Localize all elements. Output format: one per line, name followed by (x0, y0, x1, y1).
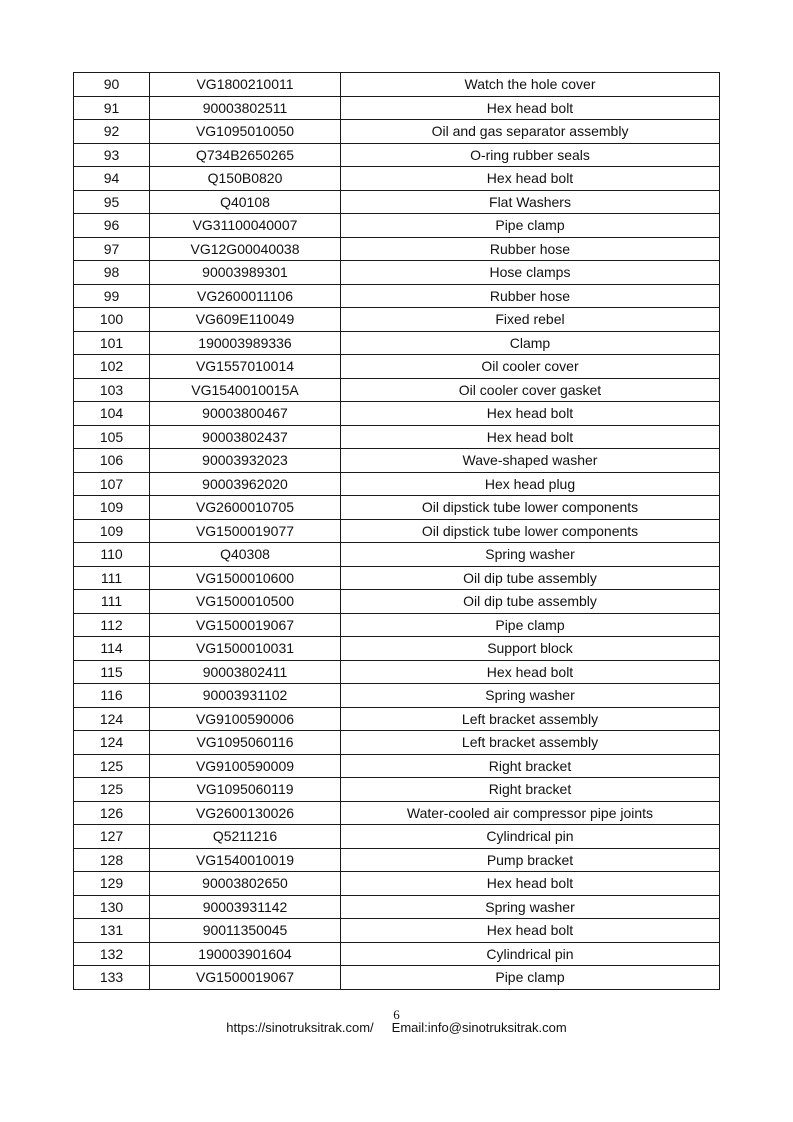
part-number-cell: 130 (74, 895, 150, 919)
part-code-cell: 90003800467 (150, 402, 341, 426)
part-name-cell: Pipe clamp (341, 613, 720, 637)
part-code-cell: VG609E110049 (150, 308, 341, 332)
part-name-cell: Hex head bolt (341, 872, 720, 896)
part-name-cell: Oil dip tube assembly (341, 566, 720, 590)
table-row (74, 543, 720, 567)
part-name-cell: Hex head bolt (341, 425, 720, 449)
part-name-cell: Hex head bolt (341, 402, 720, 426)
part-name-cell: Oil cooler cover (341, 355, 720, 379)
part-number-cell: 98 (74, 261, 150, 285)
part-code-cell: VG9100590006 (150, 707, 341, 731)
part-code-cell: VG1800210011 (150, 73, 341, 97)
part-code-cell: VG1500019077 (150, 519, 341, 543)
part-number-cell: 125 (74, 754, 150, 778)
part-number-cell: 99 (74, 284, 150, 308)
part-number-cell: 94 (74, 167, 150, 191)
part-code-cell: 90003931142 (150, 895, 341, 919)
part-code-cell: VG1095060116 (150, 731, 341, 755)
table-row (74, 261, 720, 285)
part-name-cell: Oil cooler cover gasket (341, 378, 720, 402)
part-name-cell: Right bracket (341, 778, 720, 802)
part-name-cell: Cylindrical pin (341, 942, 720, 966)
part-code-cell: VG2600011106 (150, 284, 341, 308)
part-code-cell: Q5211216 (150, 825, 341, 849)
part-name-cell: Support block (341, 637, 720, 661)
table-row (74, 754, 720, 778)
part-code-cell: VG2600130026 (150, 801, 341, 825)
part-number-cell: 97 (74, 237, 150, 261)
part-name-cell: Hex head plug (341, 472, 720, 496)
table-row (74, 167, 720, 191)
part-code-cell: 90003802437 (150, 425, 341, 449)
part-number-cell: 111 (74, 590, 150, 614)
table-row (74, 919, 720, 943)
part-code-cell: VG1500010600 (150, 566, 341, 590)
part-name-cell: Oil dipstick tube lower components (341, 519, 720, 543)
part-name-cell: Spring washer (341, 684, 720, 708)
table-row (74, 355, 720, 379)
part-number-cell: 96 (74, 214, 150, 238)
part-number-cell: 92 (74, 120, 150, 144)
part-name-cell: Fixed rebel (341, 308, 720, 332)
table-row (74, 425, 720, 449)
part-number-cell: 132 (74, 942, 150, 966)
part-name-cell: Hex head bolt (341, 660, 720, 684)
part-number-cell: 104 (74, 402, 150, 426)
part-name-cell: Oil dip tube assembly (341, 590, 720, 614)
part-code-cell: VG1500010031 (150, 637, 341, 661)
table-row (74, 519, 720, 543)
part-name-cell: Right bracket (341, 754, 720, 778)
table-row (74, 214, 720, 238)
part-name-cell: Spring washer (341, 543, 720, 567)
part-number-cell: 111 (74, 566, 150, 590)
part-name-cell: Hose clamps (341, 261, 720, 285)
part-number-cell: 127 (74, 825, 150, 849)
part-number-cell: 102 (74, 355, 150, 379)
parts-table (73, 72, 720, 990)
part-code-cell: VG1095010050 (150, 120, 341, 144)
part-number-cell: 93 (74, 143, 150, 167)
table-row (74, 684, 720, 708)
part-code-cell: VG1500019067 (150, 966, 341, 990)
parts-table-body (74, 73, 720, 990)
part-name-cell: Rubber hose (341, 237, 720, 261)
part-code-cell: 90003931102 (150, 684, 341, 708)
part-code-cell: VG1500010500 (150, 590, 341, 614)
part-number-cell: 129 (74, 872, 150, 896)
part-name-cell: Cylindrical pin (341, 825, 720, 849)
table-row (74, 449, 720, 473)
part-name-cell: Pump bracket (341, 848, 720, 872)
table-row (74, 472, 720, 496)
part-code-cell: VG31100040007 (150, 214, 341, 238)
part-name-cell: Pipe clamp (341, 966, 720, 990)
part-name-cell: Hex head bolt (341, 919, 720, 943)
part-code-cell: Q150B0820 (150, 167, 341, 191)
part-name-cell: Water-cooled air compressor pipe joints (341, 801, 720, 825)
part-name-cell: Flat Washers (341, 190, 720, 214)
table-row (74, 378, 720, 402)
table-row (74, 402, 720, 426)
part-code-cell: VG2600010705 (150, 496, 341, 520)
table-row (74, 237, 720, 261)
footer-contact (0, 1020, 793, 1035)
part-code-cell: VG1557010014 (150, 355, 341, 379)
part-number-cell: 109 (74, 496, 150, 520)
part-name-cell: Rubber hose (341, 284, 720, 308)
part-code-cell: 190003901604 (150, 942, 341, 966)
table-row (74, 73, 720, 97)
page-number: 6 (393, 1007, 400, 1022)
part-name-cell: Oil and gas separator assembly (341, 120, 720, 144)
table-row (74, 331, 720, 355)
table-row (74, 801, 720, 825)
part-name-cell: Watch the hole cover (341, 73, 720, 97)
part-number-cell: 101 (74, 331, 150, 355)
part-code-cell: VG1540010019 (150, 848, 341, 872)
part-name-cell: Spring washer (341, 895, 720, 919)
part-code-cell: 90003962020 (150, 472, 341, 496)
part-number-cell: 124 (74, 707, 150, 731)
table-row (74, 660, 720, 684)
part-code-cell: VG1500019067 (150, 613, 341, 637)
part-name-cell: Left bracket assembly (341, 707, 720, 731)
table-row (74, 848, 720, 872)
part-number-cell: 95 (74, 190, 150, 214)
table-row (74, 942, 720, 966)
part-number-cell: 107 (74, 472, 150, 496)
table-row (74, 566, 720, 590)
part-code-cell: 90003802511 (150, 96, 341, 120)
part-name-cell: O-ring rubber seals (341, 143, 720, 167)
part-name-cell: Hex head bolt (341, 167, 720, 191)
part-number-cell: 128 (74, 848, 150, 872)
website-link[interactable]: https://sinotruksitrak.com/ (226, 1020, 374, 1035)
part-code-cell: Q40108 (150, 190, 341, 214)
table-row (74, 284, 720, 308)
part-number-cell: 106 (74, 449, 150, 473)
part-number-cell: 112 (74, 613, 150, 637)
part-code-cell: 90011350045 (150, 919, 341, 943)
part-code-cell: VG1095060119 (150, 778, 341, 802)
part-name-cell: Left bracket assembly (341, 731, 720, 755)
table-row (74, 496, 720, 520)
table-row (74, 190, 720, 214)
part-code-cell: 90003802411 (150, 660, 341, 684)
part-code-cell: 90003989301 (150, 261, 341, 285)
part-code-cell: 90003932023 (150, 449, 341, 473)
part-number-cell: 100 (74, 308, 150, 332)
part-number-cell: 126 (74, 801, 150, 825)
part-number-cell: 105 (74, 425, 150, 449)
table-row (74, 308, 720, 332)
part-code-cell: VG1540010015A (150, 378, 341, 402)
part-code-cell: Q40308 (150, 543, 341, 567)
table-row (74, 590, 720, 614)
email-link[interactable]: Email:info@sinotruksitrak.com (391, 1020, 567, 1035)
part-code-cell: VG12G00040038 (150, 237, 341, 261)
table-row (74, 707, 720, 731)
part-number-cell: 116 (74, 684, 150, 708)
table-row (74, 613, 720, 637)
part-name-cell: Oil dipstick tube lower components (341, 496, 720, 520)
part-name-cell: Hex head bolt (341, 96, 720, 120)
part-code-cell: 190003989336 (150, 331, 341, 355)
part-number-cell: 103 (74, 378, 150, 402)
part-code-cell: 90003802650 (150, 872, 341, 896)
part-number-cell: 115 (74, 660, 150, 684)
table-row (74, 96, 720, 120)
table-row (74, 895, 720, 919)
table-row (74, 825, 720, 849)
table-row (74, 778, 720, 802)
table-row (74, 731, 720, 755)
part-number-cell: 125 (74, 778, 150, 802)
part-number-cell: 110 (74, 543, 150, 567)
part-name-cell: Pipe clamp (341, 214, 720, 238)
part-number-cell: 131 (74, 919, 150, 943)
table-row (74, 872, 720, 896)
part-code-cell: Q734B2650265 (150, 143, 341, 167)
part-number-cell: 90 (74, 73, 150, 97)
table-row (74, 120, 720, 144)
part-name-cell: Clamp (341, 331, 720, 355)
part-code-cell: VG9100590009 (150, 754, 341, 778)
table-row (74, 966, 720, 990)
part-number-cell: 91 (74, 96, 150, 120)
part-number-cell: 124 (74, 731, 150, 755)
table-row (74, 143, 720, 167)
part-name-cell: Wave-shaped washer (341, 449, 720, 473)
part-number-cell: 133 (74, 966, 150, 990)
table-row (74, 637, 720, 661)
part-number-cell: 114 (74, 637, 150, 661)
part-number-cell: 109 (74, 519, 150, 543)
